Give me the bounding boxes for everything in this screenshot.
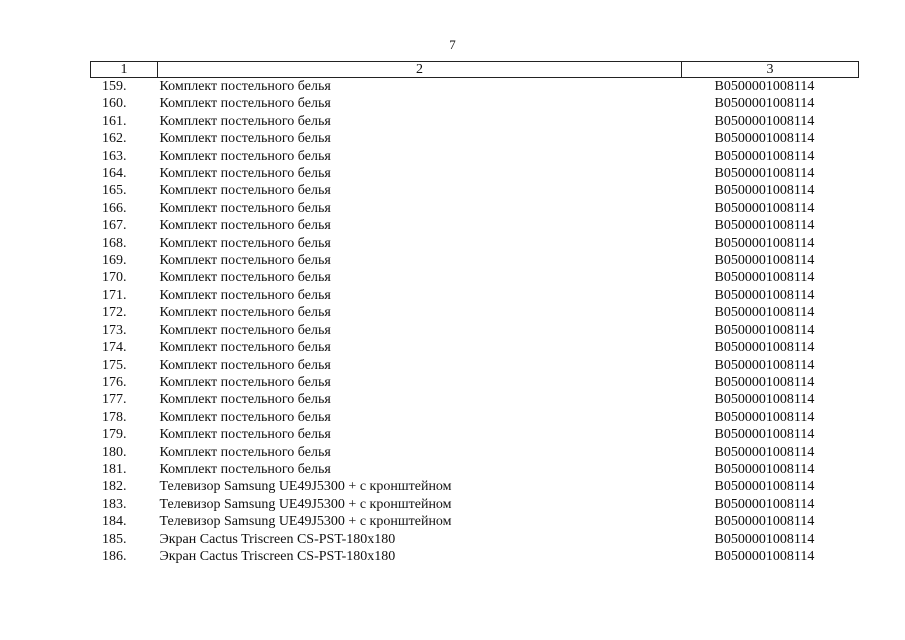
item-name: Экран Cactus Triscreen CS-PST-180x180 [159, 548, 396, 564]
table-row [91, 548, 859, 565]
row-number: 176. [102, 374, 127, 390]
row-number: 160. [102, 96, 127, 112]
item-name: Комплект постельного белья [159, 305, 331, 321]
table-row [91, 513, 859, 530]
item-name: Комплект постельного белья [159, 461, 331, 477]
table-row [91, 357, 859, 374]
inventory-code: B0500001008114 [714, 427, 815, 443]
table-row [91, 287, 859, 304]
header-row [91, 62, 859, 78]
table-row [91, 95, 859, 112]
inventory-code: B0500001008114 [714, 200, 815, 216]
inventory-table [90, 61, 859, 565]
table-row [91, 391, 859, 408]
table-row [91, 200, 859, 217]
inventory-code: B0500001008114 [714, 148, 815, 164]
row-number: 174. [102, 340, 127, 356]
table-body [91, 78, 859, 566]
item-name: Комплект постельного белья [159, 427, 331, 443]
inventory-code: B0500001008114 [714, 113, 815, 129]
row-number: 186. [102, 548, 127, 564]
row-number: 182. [102, 479, 127, 495]
table-row [91, 182, 859, 199]
row-number: 165. [102, 183, 127, 199]
inventory-code: B0500001008114 [714, 183, 815, 199]
item-name: Телевизор Samsung UE49J5300 + с кронштейном [159, 496, 452, 512]
inventory-code: B0500001008114 [714, 479, 815, 495]
row-number: 184. [102, 514, 127, 530]
table-row [91, 461, 859, 478]
item-name: Телевизор Samsung UE49J5300 + с кронштейном [159, 479, 452, 495]
inventory-code: B0500001008114 [714, 218, 815, 234]
row-number: 164. [102, 166, 127, 182]
inventory-code: B0500001008114 [714, 131, 815, 147]
table-row [91, 113, 859, 130]
row-number: 179. [102, 427, 127, 443]
table-row [91, 304, 859, 321]
inventory-code: B0500001008114 [714, 409, 815, 425]
inventory-code: B0500001008114 [714, 166, 815, 182]
item-name: Комплект постельного белья [159, 235, 331, 251]
table-row [91, 269, 859, 286]
table-row [91, 322, 859, 339]
inventory-code: B0500001008114 [714, 496, 815, 512]
column-header-2: 2 [158, 62, 682, 78]
row-number: 180. [102, 444, 127, 460]
item-name: Комплект постельного белья [159, 218, 331, 234]
row-number: 167. [102, 218, 127, 234]
item-name: Комплект постельного белья [159, 148, 331, 164]
inventory-code: B0500001008114 [714, 444, 815, 460]
inventory-code: B0500001008114 [714, 79, 815, 94]
table-row [91, 148, 859, 165]
item-name: Комплект постельного белья [159, 374, 331, 390]
row-number: 159. [102, 79, 127, 94]
row-number: 162. [102, 131, 127, 147]
row-number: 163. [102, 148, 127, 164]
inventory-table-container [90, 61, 858, 565]
row-number: 178. [102, 409, 127, 425]
table-row [91, 339, 859, 356]
row-number: 171. [102, 287, 127, 303]
item-name: Комплект постельного белья [159, 322, 331, 338]
inventory-code: B0500001008114 [714, 392, 815, 408]
inventory-code: B0500001008114 [714, 514, 815, 530]
row-number: 172. [102, 305, 127, 321]
item-name: Телевизор Samsung UE49J5300 + с кронштейном [159, 514, 452, 530]
inventory-code: B0500001008114 [714, 270, 815, 286]
item-name: Комплект постельного белья [159, 270, 331, 286]
table-row [91, 130, 859, 147]
table-row [91, 496, 859, 513]
inventory-code: B0500001008114 [714, 96, 815, 112]
item-name: Комплект постельного белья [159, 96, 331, 112]
table-row [91, 252, 859, 269]
column-header-3: 3 [682, 62, 859, 78]
table-row [91, 235, 859, 252]
inventory-code: B0500001008114 [714, 357, 815, 373]
row-number: 161. [102, 113, 127, 129]
row-number: 175. [102, 357, 127, 373]
item-name: Комплект постельного белья [159, 287, 331, 303]
row-number: 168. [102, 235, 127, 251]
page-number: 7 [449, 37, 456, 52]
row-number: 185. [102, 531, 127, 547]
item-name: Комплект постельного белья [159, 200, 331, 216]
inventory-code: B0500001008114 [714, 287, 815, 303]
item-name: Комплект постельного белья [159, 131, 331, 147]
item-name: Экран Cactus Triscreen CS-PST-180x180 [159, 531, 396, 547]
inventory-code: B0500001008114 [714, 305, 815, 321]
table-row [91, 444, 859, 461]
row-number: 170. [102, 270, 127, 286]
table-row [91, 374, 859, 391]
item-name: Комплект постельного белья [159, 166, 331, 182]
row-number: 183. [102, 496, 127, 512]
table-row [91, 409, 859, 426]
row-number: 166. [102, 200, 127, 216]
column-header-1: 1 [91, 62, 158, 78]
row-number: 181. [102, 461, 127, 477]
row-number: 169. [102, 253, 127, 269]
item-name: Комплект постельного белья [159, 357, 331, 373]
row-number: 173. [102, 322, 127, 338]
item-name: Комплект постельного белья [159, 79, 331, 94]
inventory-code: B0500001008114 [714, 548, 815, 564]
item-name: Комплект постельного белья [159, 183, 331, 199]
item-name: Комплект постельного белья [159, 340, 331, 356]
inventory-code: B0500001008114 [714, 253, 815, 269]
inventory-code: B0500001008114 [714, 531, 815, 547]
inventory-code: B0500001008114 [714, 374, 815, 390]
item-name: Комплект постельного белья [159, 444, 331, 460]
inventory-code: B0500001008114 [714, 461, 815, 477]
item-name: Комплект постельного белья [159, 253, 331, 269]
table-row [91, 217, 859, 234]
inventory-code: B0500001008114 [714, 340, 815, 356]
table-row [91, 165, 859, 182]
inventory-code: B0500001008114 [714, 235, 815, 251]
row-number: 177. [102, 392, 127, 408]
item-name: Комплект постельного белья [159, 409, 331, 425]
item-name: Комплект постельного белья [159, 113, 331, 129]
inventory-code: B0500001008114 [714, 322, 815, 338]
table-row [91, 531, 859, 548]
table-row [91, 78, 859, 96]
table-row [91, 426, 859, 443]
table-row [91, 478, 859, 495]
item-name: Комплект постельного белья [159, 392, 331, 408]
